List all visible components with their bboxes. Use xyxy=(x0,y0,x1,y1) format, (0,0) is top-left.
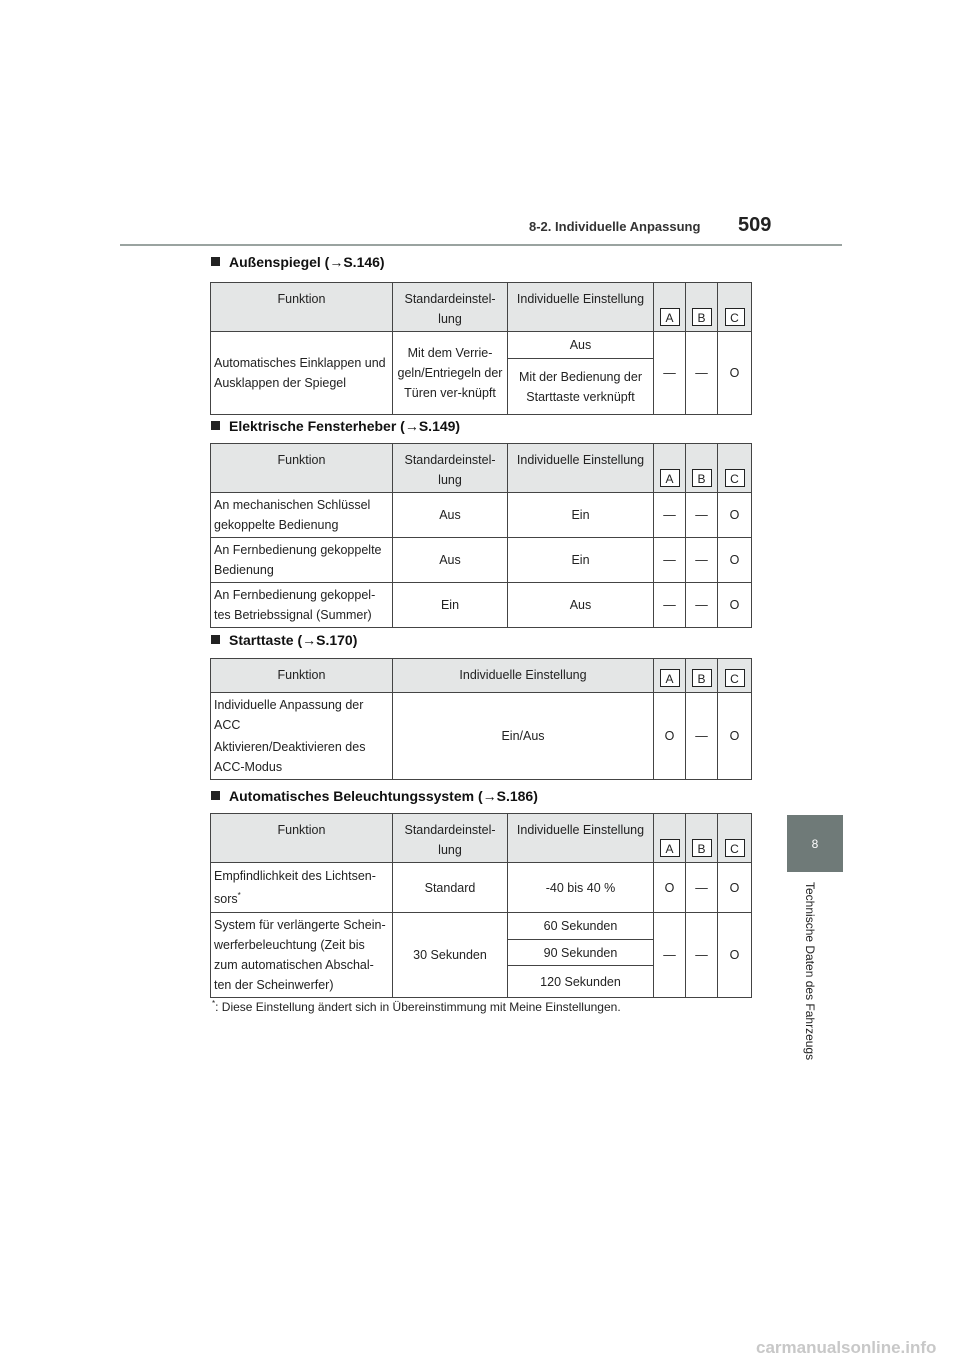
cell-b: — xyxy=(686,913,718,998)
cell-standard: Aus xyxy=(393,538,508,583)
cell-a: — xyxy=(654,493,686,538)
column-header-funktion: Funktion xyxy=(211,659,393,693)
cell-b: — xyxy=(686,583,718,628)
badge-b: B xyxy=(692,669,712,687)
cell-funktion: System für verlängerte Schein-werferbeleuchtung (Zeit bis zum automatischen Abschal-ten der Scheinwerfer) xyxy=(211,913,393,998)
cell-funktion-line: Individuelle Anpassung der ACC xyxy=(214,698,364,732)
chapter-title: Technische Daten des Fahrzeugs xyxy=(803,882,817,1061)
badge-a: A xyxy=(660,308,680,326)
section-title-beleuchtung: Automatisches Beleuchtungssystem (→S.186) xyxy=(211,788,538,804)
cell-individuell: Mit der Bedienung der Starttaste verknüpft xyxy=(508,359,654,415)
cell-b: — xyxy=(686,332,718,415)
column-header-standard: Standardeinstel-lung xyxy=(393,444,508,493)
table-row xyxy=(211,493,752,538)
chapter-tab[interactable] xyxy=(787,815,843,872)
cell-standard: 30 Sekunden xyxy=(393,913,508,998)
cell-individuell: 120 Sekunden xyxy=(508,966,654,998)
badge-a: A xyxy=(660,469,680,487)
table-row xyxy=(211,863,752,913)
column-header-funktion: Funktion xyxy=(211,814,393,863)
cell-funktion xyxy=(211,693,393,780)
page-number: 509 xyxy=(738,214,772,236)
cell-individuell: 90 Sekunden xyxy=(508,940,654,966)
cell-a: — xyxy=(654,332,686,415)
section-title-fensterheber: Elektrische Fensterheber (→S.149) xyxy=(211,418,460,434)
settings-table-beleuchtung xyxy=(210,813,752,998)
cell-b: — xyxy=(686,493,718,538)
table-row xyxy=(211,538,752,583)
cell-b: — xyxy=(686,538,718,583)
badge-c: C xyxy=(725,839,745,857)
cell-a: O xyxy=(654,863,686,913)
table-row xyxy=(211,583,752,628)
cell-funktion: An Fernbedienung gekoppel-tes Betriebssignal (Summer) xyxy=(211,583,393,628)
settings-table-fensterheber xyxy=(210,443,752,628)
badge-a: A xyxy=(660,669,680,687)
table-row xyxy=(211,913,752,940)
cell-individuell: Ein xyxy=(508,493,654,538)
badge-b: B xyxy=(692,308,712,326)
badge-c: C xyxy=(725,469,745,487)
cell-c: O xyxy=(718,332,752,415)
cell-standard: Aus xyxy=(393,493,508,538)
cell-individuell: 60 Sekunden xyxy=(508,913,654,940)
cell-individuell: -40 bis 40 % xyxy=(508,863,654,913)
cell-c: O xyxy=(718,538,752,583)
column-header-funktion: Funktion xyxy=(211,444,393,493)
column-header-standard: Standardeinstel-lung xyxy=(393,814,508,863)
cell-a: O xyxy=(654,693,686,780)
badge-a: A xyxy=(660,839,680,857)
section-title-aussenspiegel: Außenspiegel (→S.146) xyxy=(211,254,385,270)
column-header-individuell: Individuelle Einstellung xyxy=(393,659,654,693)
cell-funktion: An Fernbedienung gekoppelte Bedienung xyxy=(211,538,393,583)
cell-individuell: Aus xyxy=(508,332,654,359)
square-bullet-icon xyxy=(211,257,220,266)
cell-c: O xyxy=(718,583,752,628)
table-row xyxy=(211,693,752,780)
footnote-text: : Diese Einstellung ändert sich in Übereinstimmung mit Meine Einstellungen. xyxy=(215,1000,621,1014)
square-bullet-icon xyxy=(211,421,220,430)
chapter-number: 8 xyxy=(811,836,819,851)
cell-individuell: Aus xyxy=(508,583,654,628)
cell-b: — xyxy=(686,863,718,913)
cell-b: — xyxy=(686,693,718,780)
cell-funktion: Empfindlichkeit des Lichtsen-sors* xyxy=(211,863,393,913)
cell-a: — xyxy=(654,583,686,628)
cell-standard: Standard xyxy=(393,863,508,913)
header-divider xyxy=(120,244,842,246)
column-header-individuell: Individuelle Einstellung xyxy=(508,283,654,332)
settings-table-starttaste xyxy=(210,658,752,780)
cell-c: O xyxy=(718,863,752,913)
column-header-individuell: Individuelle Einstellung xyxy=(508,444,654,493)
watermark: carmanualsonline.info xyxy=(756,1338,937,1357)
cell-a: — xyxy=(654,538,686,583)
column-header-funktion: Funktion xyxy=(211,283,393,332)
square-bullet-icon xyxy=(211,635,220,644)
column-header-individuell: Individuelle Einstellung xyxy=(508,814,654,863)
footnote xyxy=(212,999,621,1014)
badge-c: C xyxy=(725,669,745,687)
column-header-standard: Standardeinstel-lung xyxy=(393,283,508,332)
badge-b: B xyxy=(692,469,712,487)
cell-c: O xyxy=(718,913,752,998)
settings-table-aussenspiegel xyxy=(210,282,752,415)
footnote-mark: * xyxy=(237,890,241,900)
cell-a: — xyxy=(654,913,686,998)
cell-funktion-line: Aktivieren/Deaktivieren des ACC-Modus xyxy=(214,740,366,774)
section-title-starttaste: Starttaste (→S.170) xyxy=(211,632,357,648)
cell-standard: Ein xyxy=(393,583,508,628)
cell-funktion: Automatisches Einklappen und Ausklappen der Spiegel xyxy=(211,332,393,415)
cell-individuell: Ein xyxy=(508,538,654,583)
badge-c: C xyxy=(725,308,745,326)
cell-individuell: Ein/Aus xyxy=(393,693,654,780)
page-header-title: 8-2. Individuelle Anpassung xyxy=(529,219,701,234)
cell-funktion: An mechanischen Schlüssel gekoppelte Bedienung xyxy=(211,493,393,538)
cell-standard: Mit dem Verrie-geln/Entriegeln der Türen ver-knüpft xyxy=(393,332,508,415)
cell-c: O xyxy=(718,493,752,538)
cell-c: O xyxy=(718,693,752,780)
square-bullet-icon xyxy=(211,791,220,800)
table-row xyxy=(211,332,752,359)
badge-b: B xyxy=(692,839,712,857)
footnote-mark: * xyxy=(212,999,216,1008)
